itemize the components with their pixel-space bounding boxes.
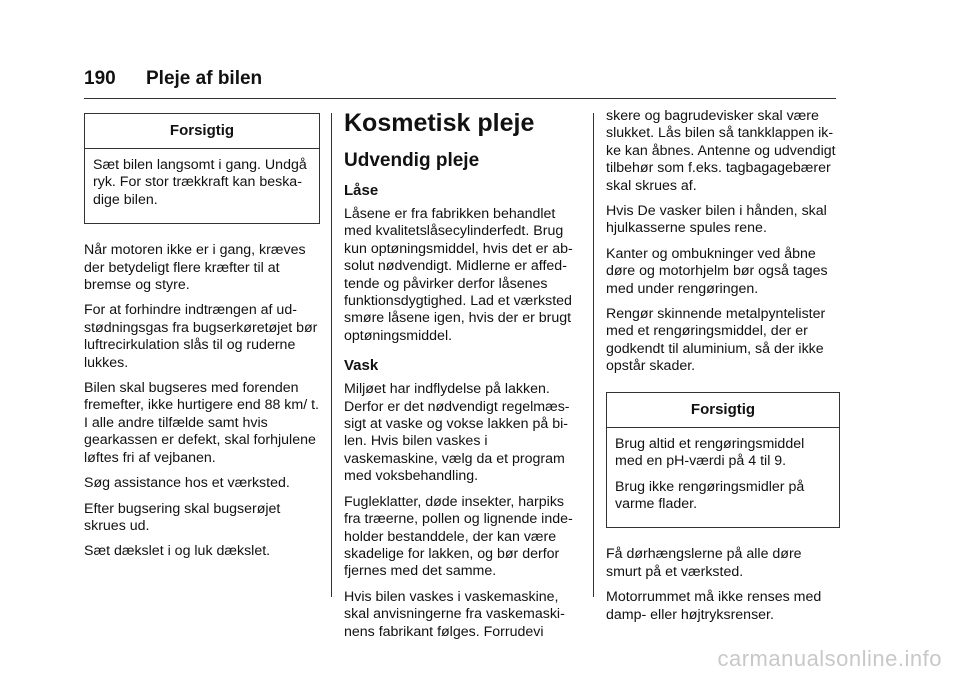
caution-text: Brug ikke rengøringsmidler på varme flader. bbox=[615, 478, 805, 512]
paragraph: Rengør skinnende metalpyntelister med et rengøringsmiddel, der er godkendt til aluminium, så der ikke opstår skader. bbox=[606, 306, 826, 375]
column-3 bbox=[606, 108, 840, 632]
caution-text: Sæt bilen langsomt i gang. Undgå ryk. For stor trækkraft kan beskadige bilen. bbox=[93, 157, 307, 208]
page-number: 190 bbox=[84, 68, 116, 89]
paragraph: Fugleklatter, døde insekter, harpiks fra træerne, pollen og lignende indeholder bestanddele, der kan være skadelige for lakken, og bør derfor fjernes med det samme. bbox=[344, 493, 573, 580]
caution-title: Forsigtig bbox=[169, 122, 235, 139]
paragraph: Hvis De vasker bilen i hånden, skal hjulkasserne spules rene. bbox=[606, 203, 827, 237]
caution-box-towing bbox=[84, 113, 320, 224]
paragraph-locks: Låsene er fra fabrikken behandlet med kvalitetslåsecylinderfedt. Brug kun optøningsmiddel, hvis det er absolut nødvendigt. Midlerne er affedtende og påvirker derfor låsenes funktionsdygtighed. Lad et værksted smøre låsene igen, hvis der er brugt optøningsmiddel. bbox=[344, 206, 573, 344]
paragraph: Når motoren ikke er i gang, kræves der betydeligt flere kræfter til at bremse og styre. bbox=[84, 242, 306, 294]
paragraph: skere og bagrudevisker skal være slukket. Lås bilen så tankklappen ikke kan åbnes. Antenne og udvendigt tilbehør som f.eks. tagbagagebærer skal skrues af. bbox=[606, 108, 836, 194]
paragraph: Søg assistance hos et værksted. bbox=[84, 475, 290, 492]
page-header bbox=[84, 68, 262, 90]
paragraph: Motorrummet må ikke renses med damp- eller højtryksrenser. bbox=[606, 589, 822, 623]
column-divider-1 bbox=[331, 113, 332, 597]
heading-locks: Låse bbox=[344, 182, 379, 199]
paragraph: Bilen skal bugseres med forenden fremefter, ikke hurtigere end 88 km/ t. I alle andre tilfælde samt hvis gearkassen er defekt, skal forhjulene løftes fri af vejbanen. bbox=[84, 380, 319, 466]
subsection-heading-exterior-care: Udvendig pleje bbox=[344, 150, 480, 171]
caution-text: Brug altid et rengøringsmiddel med en pH-værdi på 4 til 9. bbox=[615, 435, 805, 470]
heading-washing: Vask bbox=[344, 357, 379, 375]
paragraph: Hvis bilen vaskes i vaskemaskine, skal anvisningerne fra vaskemaskinens fabrikant følges. Forrudevi bbox=[344, 588, 565, 640]
section-heading-cosmetic-care: Kosmetisk pleje bbox=[344, 109, 535, 137]
header-rule bbox=[84, 98, 836, 99]
watermark: carmanualsonline.info bbox=[717, 646, 942, 671]
column-divider-2 bbox=[593, 113, 594, 597]
paragraph: Miljøet har indflydelse på lakken. Derfor er det nødvendigt regelmæssigt at vaske og vokse lakken på bilen. Hvis bilen vaskes i vaskemaskine, vælg da et program med voksbehandling. bbox=[344, 381, 570, 485]
column-2 bbox=[344, 108, 580, 649]
chapter-title: Pleje af bilen bbox=[146, 68, 263, 89]
caution-rule bbox=[607, 427, 839, 428]
paragraph: Sæt dækslet i og luk dækslet. bbox=[84, 543, 271, 560]
caution-rule bbox=[85, 148, 319, 149]
paragraph: Få dørhængslerne på alle døre smurt på et værksted. bbox=[606, 546, 802, 580]
paragraph: For at forhindre indtrængen af udstødningsgas fra bugserkøretøjet bør luftrecirkulation slås til og ruderne lukkes. bbox=[84, 302, 318, 371]
paragraph: Efter bugsering skal bugserøjet skrues ud. bbox=[84, 500, 281, 534]
caution-box-cleaning bbox=[606, 392, 840, 529]
column-1 bbox=[84, 113, 320, 569]
caution-title: Forsigtig bbox=[690, 400, 756, 418]
paragraph: Kanter og ombukninger ved åbne døre og motorhjelm bør også tages med under rengøringen. bbox=[606, 245, 828, 297]
